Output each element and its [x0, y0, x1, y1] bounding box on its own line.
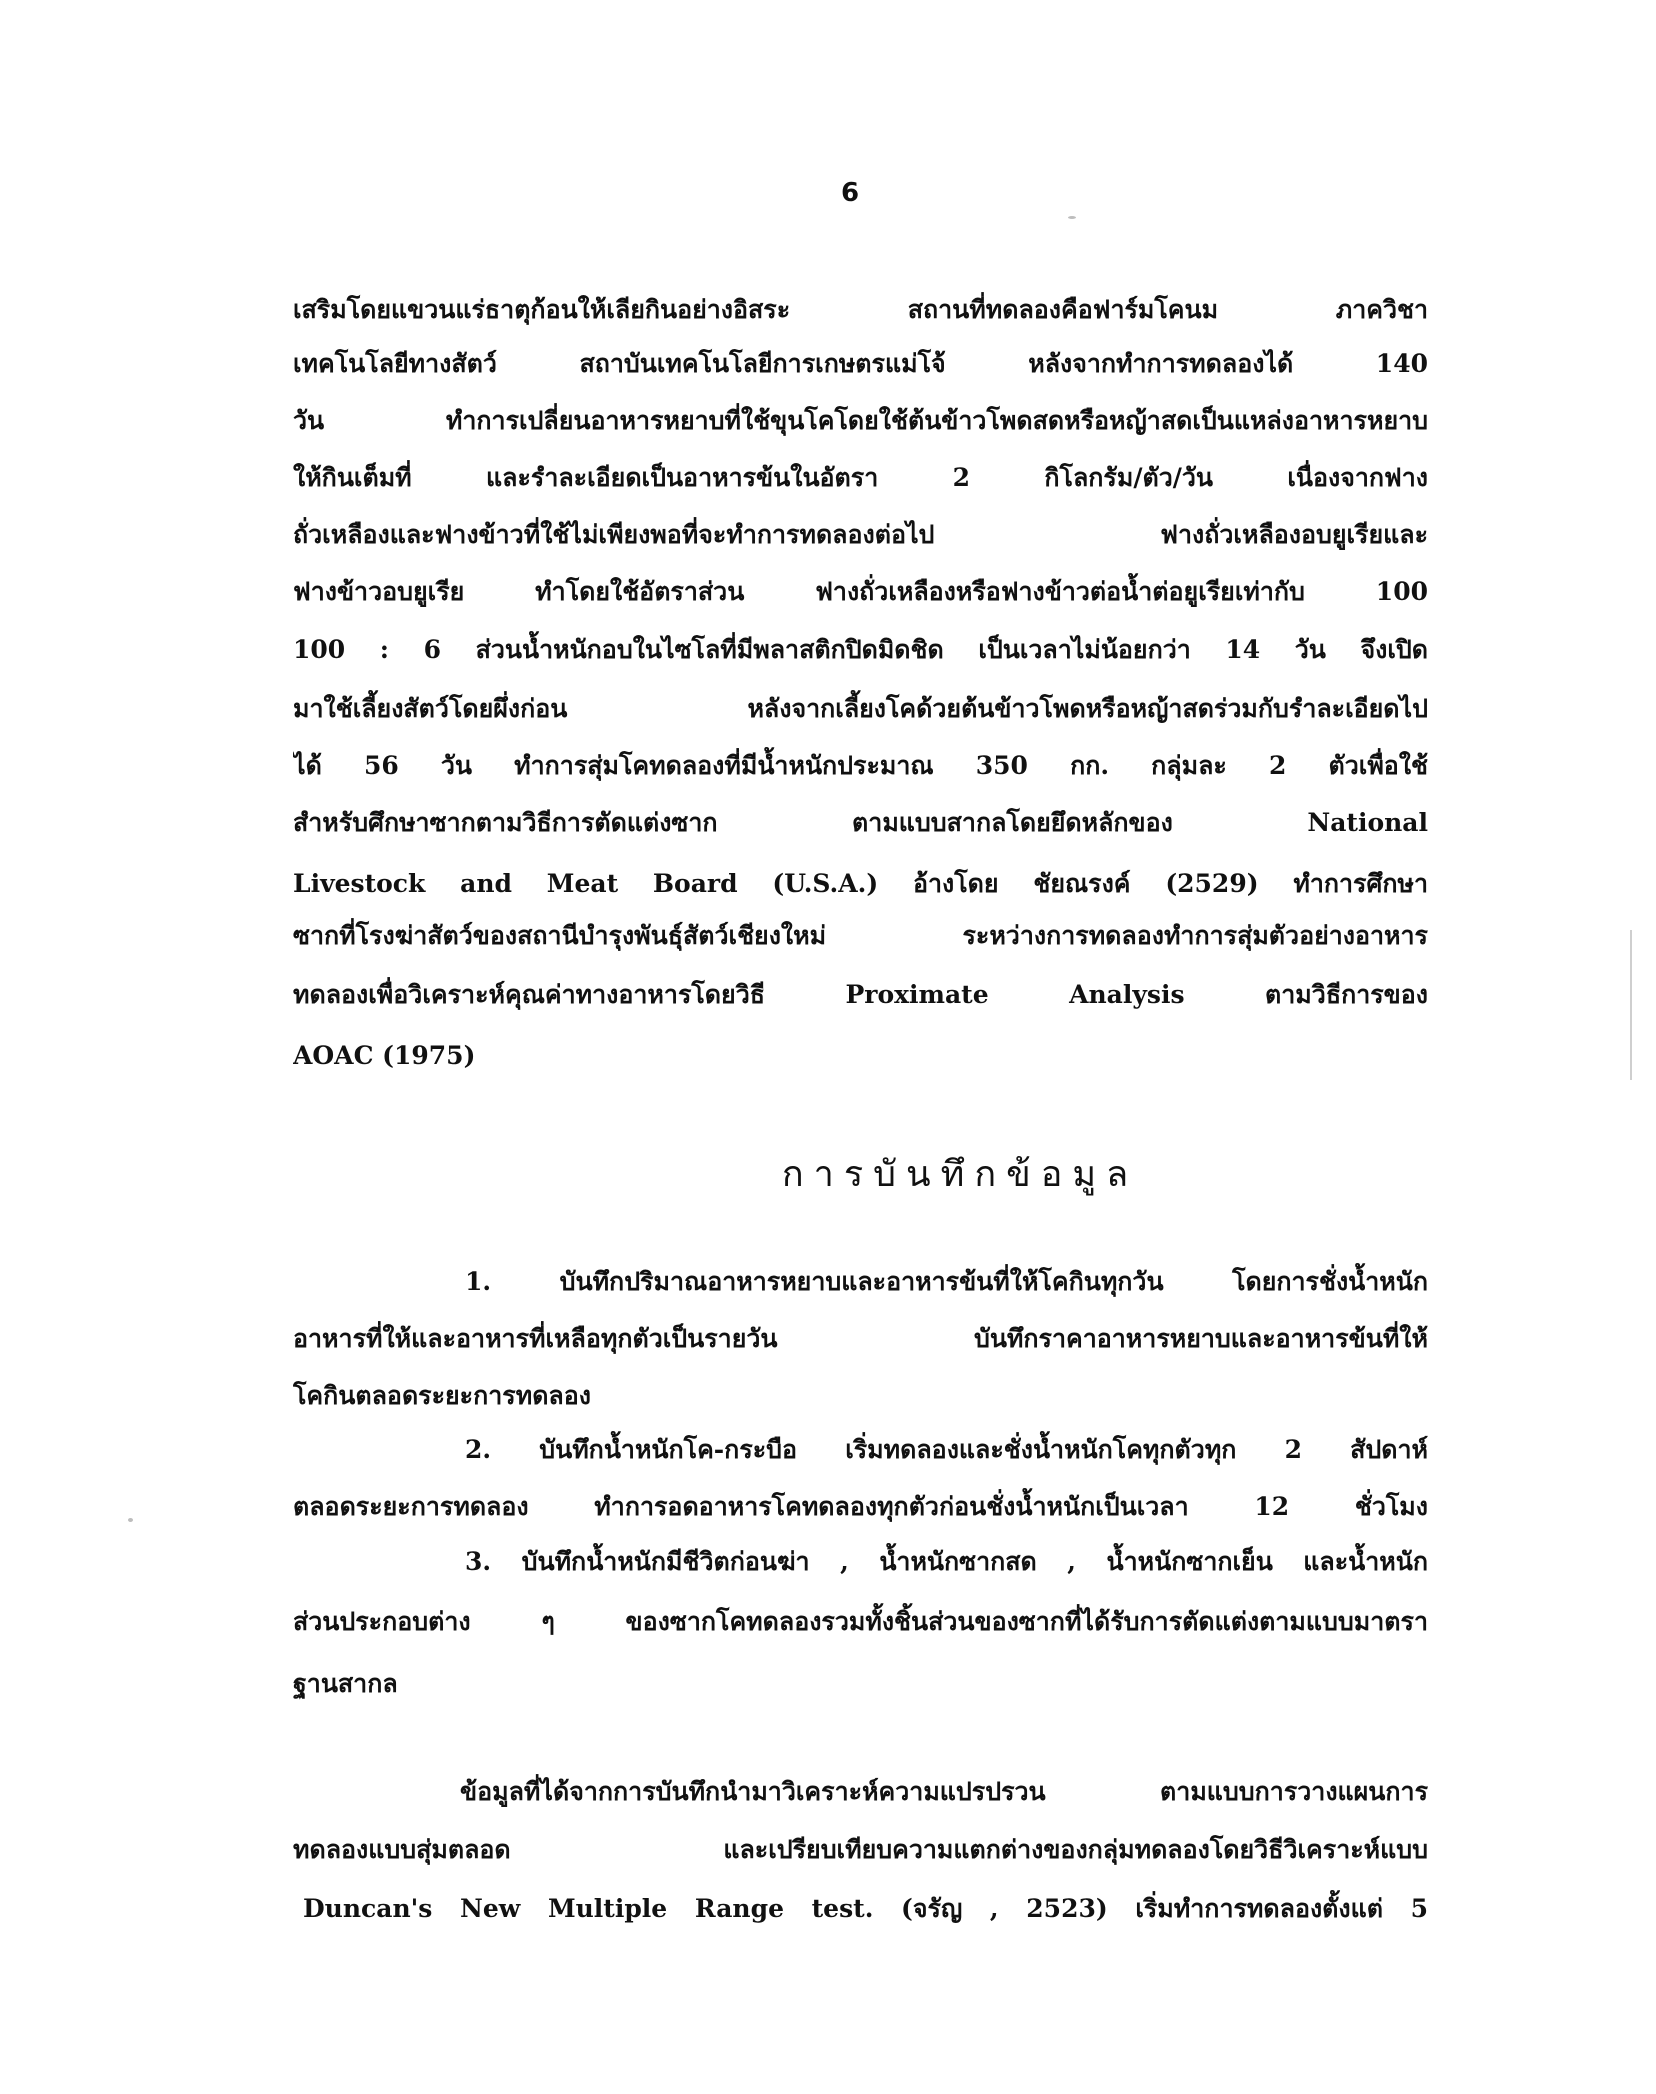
section-heading: การบันทึกข้อมูล	[781, 1154, 1139, 1195]
paragraph-line: ซากที่โรงฆ่าสัตว์ของสถานีบำรุงพันธุ์สัตว์เชียงใหม่ ระหว่างการทดลองทำการสุ่มตัวอย่างอาหาร	[293, 921, 1428, 950]
page-number: 6	[840, 178, 860, 208]
paragraph-line: มาใช้เลี้ยงสัตว์โดยผึ่งก่อน หลังจากเลี้ยงโคด้วยต้นข้าวโพดหรือหญ้าสดร่วมกับรำละเอียดไป	[293, 694, 1428, 723]
list-item-line: อาหารที่ให้และอาหารที่เหลือทุกตัวเป็นรายวัน บันทึกราคาอาหารหยาบและอาหารข้นที่ให้	[293, 1324, 1428, 1353]
paragraph-line: เทคโนโลยีทางสัตว์ สถาบันเทคโนโลยีการเกษตรแม่โจ้ หลังจากทำการทดลองได้ 140	[293, 349, 1428, 378]
paragraph-line: ได้ 56 วัน ทำการสุ่มโคทดลองที่มีน้ำหนักประมาณ 350 กก. กลุ่มละ 2 ตัวเพื่อใช้	[293, 751, 1428, 780]
list-item-line: 2. บันทึกน้ำหนักโค-กระบือ เริ่มทดลองและชั่งน้ำหนักโคทุกตัวทุก 2 สัปดาห์	[465, 1435, 1428, 1464]
list-item-line: ฐานสากล	[293, 1669, 398, 1698]
paragraph-line: ให้กินเต็มที่ และรำละเอียดเป็นอาหารข้นในอัตรา 2 กิโลกรัม/ตัว/วัน เนื่องจากฟาง	[293, 463, 1428, 492]
paragraph-line: Livestock and Meat Board (U.S.A.) อ้างโดย ชัยณรงค์ (2529) ทำการศึกษา	[293, 869, 1428, 898]
list-item-line: ตลอดระยะการทดลอง ทำการอดอาหารโคทดลองทุกตัวก่อนชั่งน้ำหนักเป็นเวลา 12 ชั่วโมง	[293, 1492, 1428, 1521]
list-item-line: 3. บันทึกน้ำหนักมีชีวิตก่อนฆ่า , น้ำหนักซากสด , น้ำหนักซากเย็น และน้ำหนัก	[465, 1547, 1428, 1576]
list-item-line: 1. บันทึกปริมาณอาหารหยาบและอาหารข้นที่ให้โคกินทุกวัน โดยการชั่งน้ำหนัก	[465, 1267, 1428, 1296]
list-item-line: ส่วนประกอบต่าง ๆ ของซากโคทดลองรวมทั้งชิ้นส่วนของซากที่ได้รับการตัดแต่งตามแบบมาตรา	[293, 1607, 1428, 1636]
list-item-line: โคกินตลอดระยะการทดลอง	[293, 1381, 591, 1410]
scan-speck	[1068, 216, 1076, 219]
paragraph-line: วัน ทำการเปลี่ยนอาหารหยาบที่ใช้ขุนโคโดยใช้ต้นข้าวโพดสดหรือหญ้าสดเป็นแหล่งอาหารหยาบ	[293, 406, 1428, 435]
paragraph-line: ทดลองเพื่อวิเคราะห์คุณค่าทางอาหารโดยวิธี Proximate Analysis ตามวิธีการของ	[293, 980, 1428, 1009]
paragraph-line: ฟางข้าวอบยูเรีย ทำโดยใช้อัตราส่วน ฟางถั่วเหลืองหรือฟางข้าวต่อน้ำต่อยูเรียเท่ากับ 100	[293, 577, 1428, 606]
paragraph-line: เสริมโดยแขวนแร่ธาตุก้อนให้เลียกินอย่างอิสระ สถานที่ทดลองคือฟาร์มโคนม ภาควิชา	[293, 295, 1428, 324]
paragraph-line: ทดลองแบบสุ่มตลอด และเปรียบเทียบความแตกต่างของกลุ่มทดลองโดยวิธีวิเคราะห์แบบ	[293, 1835, 1428, 1864]
paragraph-line: ข้อมูลที่ได้จากการบันทึกนำมาวิเคราะห์ความแปรปรวน ตามแบบการวางแผนการ	[460, 1777, 1428, 1806]
paragraph-line: สำหรับศึกษาซากตามวิธีการตัดแต่งซาก ตามแบบสากลโดยยึดหลักของ National	[293, 808, 1428, 837]
scan-margin-mark	[1630, 930, 1632, 1080]
paragraph-line: Duncan's New Multiple Range test. (จรัญ , 2523) เริ่มทำการทดลองตั้งแต่ 5	[303, 1894, 1428, 1923]
paragraph-line: 100 : 6 ส่วนน้ำหนักอบในไซโลที่มีพลาสติกปิดมิดชิด เป็นเวลาไม่น้อยกว่า 14 วัน จึงเปิด	[293, 635, 1428, 664]
paragraph-line: ถั่วเหลืองและฟางข้าวที่ใช้ไม่เพียงพอที่จะทำการทดลองต่อไป ฟางถั่วเหลืองอบยูเรียและ	[293, 520, 1428, 549]
scan-speck	[128, 1518, 133, 1522]
paragraph-line: AOAC (1975)	[293, 1041, 476, 1070]
